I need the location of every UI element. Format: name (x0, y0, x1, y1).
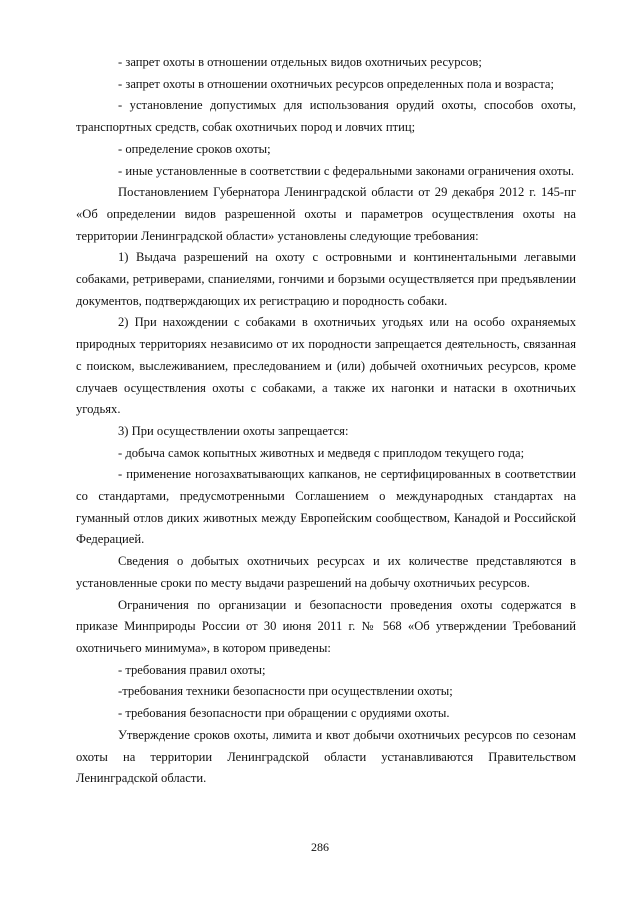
paragraph-safety-order: Ограничения по организации и безопасности проведения охоты содержатся в приказе Минприроды России от 30 июня 2011 г. № 568 «Об утверждении Требований охотничьего минимума», в котором приведены: (76, 597, 576, 655)
requirement-3-prohibited: 3) При осуществлении охоты запрещается: (118, 423, 349, 438)
list-item-weapon-safety: - требования безопасности при обращении с орудиями охоты. (118, 706, 450, 721)
paragraph-seasons-limits: Утверждение сроков охоты, лимита и квот добычи охотничьих ресурсов по сезонам охоты на территории Ленинградской области устанавливаются Правительством Ленинградской области. (76, 727, 576, 786)
paragraph-harvest-reports: Сведения о добытых охотничьих ресурсах и их количестве представляются в установленные сроки по месту выдачи разрешений на добычу охотничьих ресурсов. (76, 554, 576, 590)
list-item-ban-sex-age: - запрет охоты в отношении охотничьих ресурсов определенных пола и возраста; (118, 76, 555, 91)
list-item-safety-technique: -требования техники безопасности при осуществлении охоты; (118, 684, 453, 699)
list-item-hunting-rules: - требования правил охоты; (118, 662, 266, 677)
list-item-traps: - применение ногозахватывающих капканов, не сертифицированных в соответствии со стандартами, предусмотренными Соглашением о международных стандартах на гуманный отлов диких животных между Европейским сообществом, Канадой и Российской Федерацией. (76, 467, 576, 547)
list-item-permitted-tools: - установление допустимых для использования орудий охоты, способов охоты, транспортных средств, собак охотничьих пород и ловчих птиц; (76, 98, 576, 135)
requirement-1-dogs-permits: 1) Выдача разрешений на охоту с островными и континентальными легавыми собаками, ретриверами, спаниелями, гончими и борзыми осуществляется при предъявлении документов, подтверждающих их регистрацию и породность собаки. (76, 250, 576, 308)
page-number: 286 (311, 840, 329, 854)
list-item-other-restrictions: - иные установленные в соответствии с федеральными законами ограничения охоты. (118, 163, 575, 178)
requirement-2-dogs-in-grounds: 2) При нахождении с собаками в охотничьих угодьях или на особо охраняемых природных территориях независимо от их породности запрещается деятельность, связанная с поиском, выслеживанием, преследованием и (или) добычей охотничьих ресурсов, кроме случаев осуществления охоты с собаками, а также их нагонки и натаски в охотничьих угодьях. (76, 315, 576, 417)
paragraph-governor-decree: Постановлением Губернатора Ленинградской области от 29 декабря 2012 г. 145-пг «Об определении видов разрешенной охоты и параметров осуществления охоты на территории Ленинградской области» установлены следующие требования: (76, 185, 576, 243)
list-item-females-ungulates: - добыча самок копытных животных и медведя с приплодом текущего года; (118, 445, 525, 460)
document-body (76, 52, 576, 790)
list-item-hunting-dates: - определение сроков охоты; (118, 141, 271, 156)
list-item-ban-species: - запрет охоты в отношении отдельных видов охотничьих ресурсов; (118, 55, 482, 69)
